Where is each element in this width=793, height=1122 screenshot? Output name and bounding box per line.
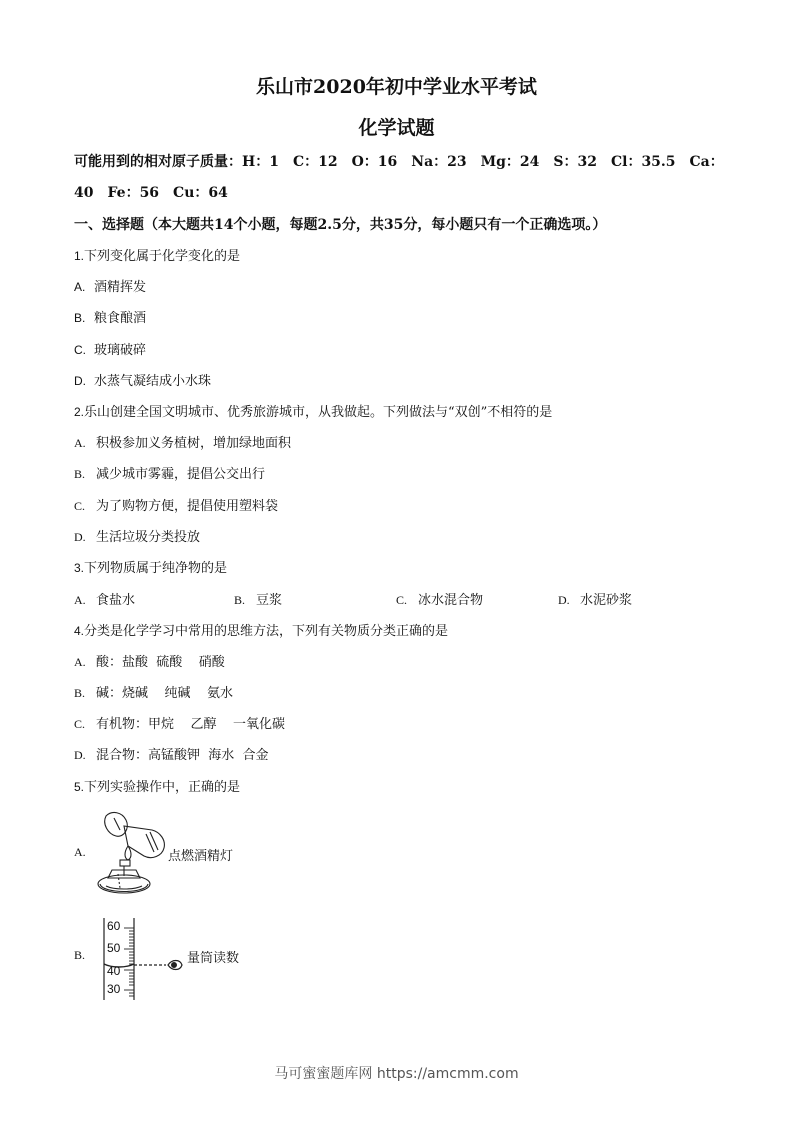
option-text: 玻璃破碎 (94, 343, 147, 358)
alcohol-lamp-lighting-illustration (94, 808, 174, 898)
option-letter: B. (74, 948, 86, 962)
option-text: 混合物：高锰酸钾 海水 合金 (96, 748, 269, 763)
question-1-option-a (74, 276, 146, 295)
cylinder-tick-label: 40 (107, 964, 121, 978)
question-text: 乐山创建全国文明城市、优秀旅游城市，从我做起。下列做法与“双创”不相符的是 (84, 405, 553, 420)
option-letter: D. (558, 593, 570, 607)
section-title: 一、选择题（本大题共14个小题，每题2.5分，共35分，每小题只有一个正确选项。） (74, 217, 607, 233)
question-text: 下列实验操作中，正确的是 (84, 780, 241, 795)
question-5-option-b-text: 量筒读数 (187, 951, 240, 966)
question-2-option-a (74, 432, 291, 451)
question-5-option-a-letter (74, 845, 96, 860)
question-number: 1. (74, 249, 85, 263)
question-1-option-b (74, 307, 146, 326)
question-4-stem (74, 620, 448, 639)
question-3-option-c (396, 589, 483, 608)
option-text: 豆浆 (256, 593, 283, 608)
question-text: 下列变化属于化学变化的是 (84, 249, 241, 264)
question-4-option-d (74, 744, 269, 763)
question-number: 3. (74, 561, 85, 575)
question-3-option-b (234, 589, 282, 608)
option-letter: C. (74, 343, 86, 357)
question-2-stem (74, 401, 552, 420)
question-text: 分类是化学学习中常用的思维方法，下列有关物质分类正确的是 (84, 624, 449, 639)
option-text: 冰水混合物 (418, 593, 484, 608)
option-text: 酒精挥发 (94, 280, 147, 295)
option-letter: A. (74, 655, 86, 669)
question-2-option-c (74, 495, 278, 514)
exam-title: 乐山市2020年初中学业水平考试 (256, 76, 537, 98)
option-letter: D. (74, 748, 86, 762)
question-4-option-c (74, 713, 285, 732)
question-5-option-a-text: 点燃酒精灯 (168, 849, 234, 864)
question-2-option-b (74, 463, 265, 482)
option-text: 有机物：甲烷 乙醇 一氧化碳 (96, 717, 286, 732)
option-letter: D. (74, 530, 86, 544)
option-text: 水蒸气凝结成小水珠 (94, 374, 212, 389)
option-letter: A. (74, 845, 86, 859)
option-letter: C. (74, 717, 86, 731)
question-1-stem (74, 245, 240, 264)
option-text: 水泥砂浆 (580, 593, 633, 608)
option-letter: A. (74, 593, 86, 607)
question-5-option-b-letter (74, 948, 96, 963)
option-text: 食盐水 (96, 593, 136, 608)
cylinder-tick-label: 60 (107, 919, 121, 933)
exam-subtitle: 化学试题 (358, 117, 435, 139)
question-text: 下列物质属于纯净物的是 (84, 561, 228, 576)
question-number: 4. (74, 624, 85, 638)
graduated-cylinder-illustration (100, 916, 190, 1002)
atomic-mass-line-2: 40 Fe：56 Cu：64 (74, 185, 228, 201)
question-number: 2. (74, 405, 85, 419)
option-text: 积极参加义务植树，增加绿地面积 (96, 436, 292, 451)
option-letter: C. (74, 499, 86, 513)
atomic-mass-line-1: 可能用到的相对原子质量：H：1 C：12 O：16 Na：23 Mg：24 S：32 Cl：35.5 Ca： (74, 154, 724, 170)
cylinder-tick-label: 30 (107, 982, 121, 996)
option-letter: B. (74, 467, 86, 481)
option-letter: C. (396, 593, 408, 607)
question-4-option-b (74, 682, 233, 701)
option-letter: B. (234, 593, 246, 607)
question-number: 5. (74, 780, 85, 794)
footer-watermark: 马可蜜蜜题库网 https://amcmm.com (274, 1066, 519, 1082)
option-text: 粮食酿酒 (94, 311, 147, 326)
option-text: 为了购物方便，提倡使用塑料袋 (96, 499, 279, 514)
option-letter: B. (74, 311, 86, 325)
option-text: 碱：烧碱 纯碱 氨水 (96, 686, 234, 701)
option-letter: D. (74, 374, 86, 388)
option-text: 减少城市雾霾，提倡公交出行 (96, 467, 266, 482)
option-letter: A. (74, 436, 86, 450)
question-5-stem (74, 776, 240, 795)
cylinder-tick-label: 50 (107, 941, 121, 955)
question-3-stem (74, 557, 227, 576)
option-text: 酸：盐酸 硫酸 硝酸 (96, 655, 225, 670)
question-2-option-d (74, 526, 200, 545)
question-3-option-d (558, 589, 632, 608)
option-text: 生活垃圾分类投放 (96, 530, 201, 545)
option-letter: A. (74, 280, 86, 294)
option-letter: B. (74, 686, 86, 700)
question-3-option-a (74, 589, 135, 608)
question-1-option-c (74, 339, 146, 358)
question-1-option-d (74, 370, 211, 389)
question-4-option-a (74, 651, 225, 670)
